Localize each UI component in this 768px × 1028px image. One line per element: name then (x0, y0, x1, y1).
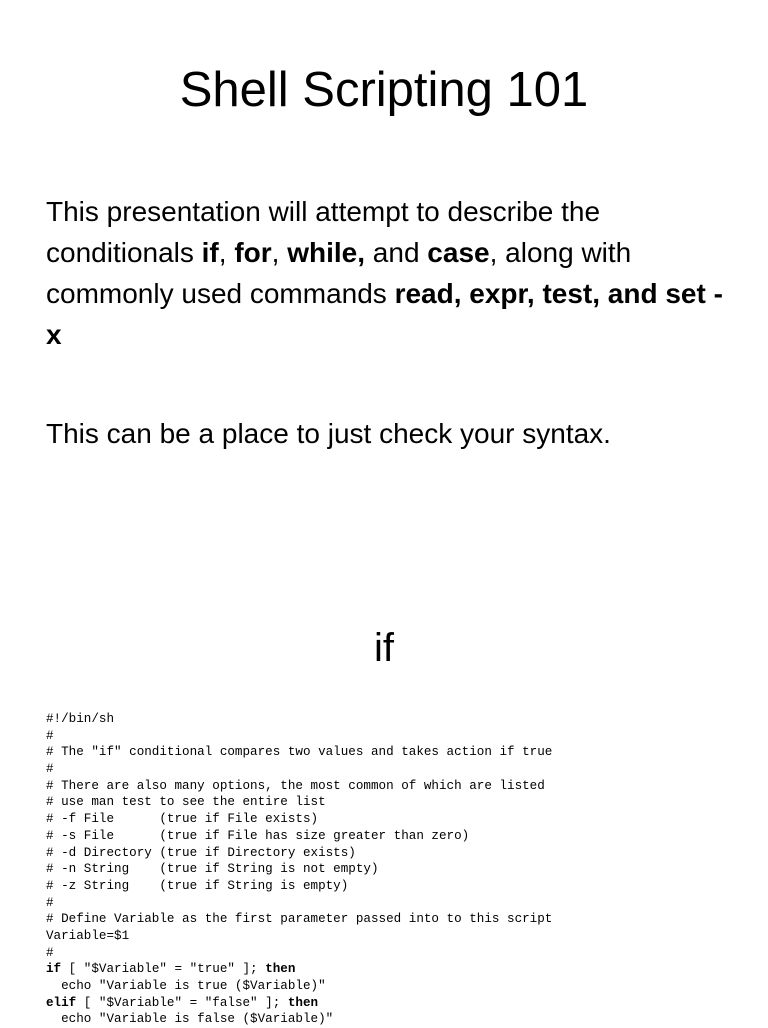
code-line: #!/bin/sh (46, 712, 115, 726)
code-line: # (46, 728, 54, 743)
code-line: echo "Variable is false ($Variable)" (46, 1012, 334, 1027)
keyword-for: for (234, 237, 272, 268)
code-line: # Define Variable as the first parameter passed into to this script (46, 912, 553, 927)
intro-text-1: This presentation will attempt to describe the conditionals (46, 196, 601, 268)
code-line: # -z String (true if String is empty) (46, 878, 349, 893)
code-block (46, 711, 746, 1028)
code-text: [ "$Variable" = "false" ]; (76, 995, 288, 1010)
intro-text-2: , (218, 237, 235, 268)
intro-text-5: , along with commonly used commands (46, 237, 632, 309)
code-line: # The "if" conditional compares two values and takes action if true (46, 745, 553, 760)
code-line: # (46, 895, 54, 910)
code-keyword: then (287, 995, 319, 1010)
intro-text-3: , (271, 237, 288, 268)
code-line: # -s File (true if File has size greater than zero) (46, 828, 470, 843)
code-line: # (46, 762, 54, 777)
keyword-if: if (201, 237, 219, 268)
code-keyword: elif (46, 995, 77, 1010)
code-line: # use man test to see the entire list (46, 795, 326, 810)
intro-text-4: and (365, 237, 428, 268)
code-line: # -n String (true if String is not empty) (46, 862, 379, 877)
keyword-case: case (427, 237, 490, 268)
code-line: # (46, 945, 54, 960)
code-line: # There are also many options, the most common of which are listed (46, 778, 545, 793)
code-text: [ "$Variable" = "true" ]; (61, 962, 266, 977)
code-keyword: then (265, 962, 296, 977)
keyword-commands: read, expr, test, and set -x (46, 278, 723, 350)
intro-paragraph (46, 191, 736, 355)
slide-title: Shell Scripting 101 (179, 63, 589, 117)
code-line: echo "Variable is true ($Variable)" (46, 979, 326, 993)
code-line (46, 995, 746, 1012)
keyword-while: while, (287, 237, 366, 268)
syntax-note: This can be a place to just check your syntax. (46, 418, 611, 449)
section-heading: if (374, 626, 394, 670)
code-line: # -f File (true if File exists) (46, 812, 319, 827)
code-line (46, 961, 746, 978)
code-line: # -d Directory (true if Directory exists) (46, 845, 356, 860)
code-line: Variable=$1 (46, 928, 130, 943)
code-keyword: if (46, 962, 62, 977)
